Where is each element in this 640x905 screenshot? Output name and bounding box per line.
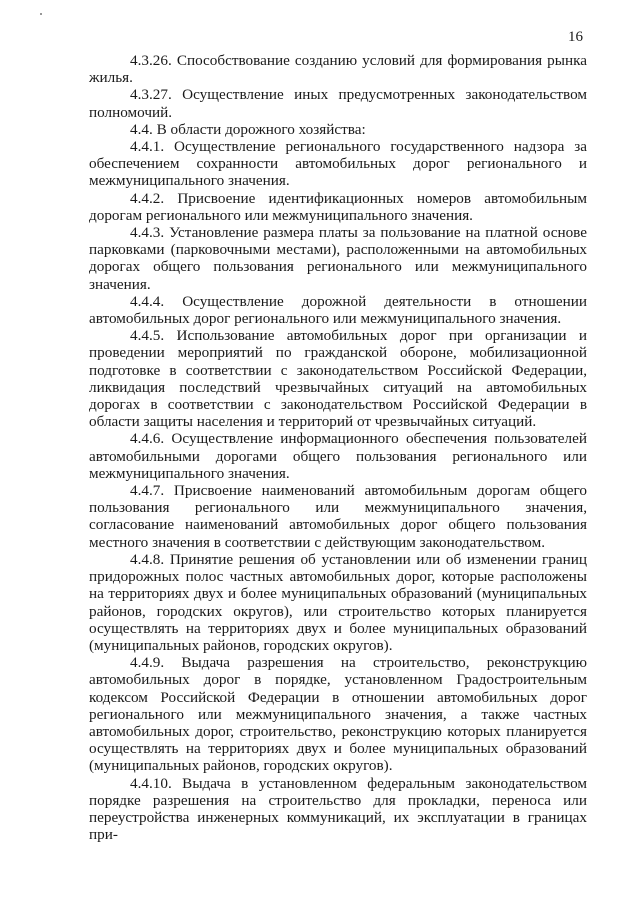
paragraph-4-4-2: 4.4.2. Присвоение идентификационных номеров автомобильным дорогам регионального или межмуниципального значения. [89,189,587,224]
scan-speck [40,13,42,15]
section-heading-4-4: 4.4. В области дорожного хозяйства: [130,120,366,138]
paragraph-4-4-7: 4.4.7. Присвоение наименований автомобильным дорогам общего пользования регионального или межмуниципального значения, согласование наименований автомобильных дорог общего пользования местного значения в соответствии с действующим законодательством. [89,482,587,551]
paragraph-4-4-8: 4.4.8. Принятие решения об установлении или об изменении границ придорожных полос частных автомобильных дорог, которые расположены на территориях двух и более муниципальных образований (муниципальных районов, городских округов), или строительство которых планируется осуществлять на территориях двух и более муниципальных образований (муниципальных районов, городских округов). [89,550,587,654]
paragraph-4-4-9: 4.4.9. Выдача разрешения на строительство, реконструкцию автомобильных дорог в порядке, установленном Градостроительным кодексом Российской Федерации в отношении автомобильных дорог регионального или межмуниципального значения, а также частных автомобильных дорог, строительство, реконструкцию которых планируется осуществлять на территориях двух и более муниципальных образований (муниципальных районов, городских округов). [89,654,587,775]
document-body [89,52,587,843]
paragraph-4-4-10: 4.4.10. Выдача в установленном федеральным законодательством порядке разрешения на строительство для прокладки, переноса или переустройства инженерных коммуникаций, их эксплуатации в границах при- [89,774,587,844]
paragraph-4-3-27: 4.3.27. Осуществление иных предусмотренных законодательством полномочий. [89,86,587,121]
paragraph-4-4-3: 4.4.3. Установление размера платы за пользование на платной основе парковками (парковочными местами), расположенными на автомобильных дорогах общего пользования регионального или межмуниципального значения. [89,224,587,293]
paragraph-4-4-5: 4.4.5. Использование автомобильных дорог при организации и проведении мероприятий по гражданской обороне, мобилизационной подготовке в соответствии с законодательством Российской Федерации, ликвидация последствий чрезвычайных ситуаций на автомобильных дорогах в соответствии с законодательством Российской Федерации в области защиты населения и территорий от чрезвычайных ситуаций. [89,327,587,431]
paragraph-4-4-4: 4.4.4. Осуществление дорожной деятельности в отношении автомобильных дорог регионального или межмуниципального значения. [89,292,587,328]
paragraph-4-4-6: 4.4.6. Осуществление информационного обеспечения пользователей автомобильными дорогами общего пользования регионального или межмуниципального значения. [89,430,587,482]
paragraph-4-3-26: 4.3.26. Способствование созданию условий для формирования рынка жилья. [89,52,587,87]
paragraph-4-4-1: 4.4.1. Осуществление регионального государственного надзора за обеспечением сохранности автомобильных дорог регионального и межмуниципального значения. [89,138,587,190]
page-number: 16 [568,29,583,45]
